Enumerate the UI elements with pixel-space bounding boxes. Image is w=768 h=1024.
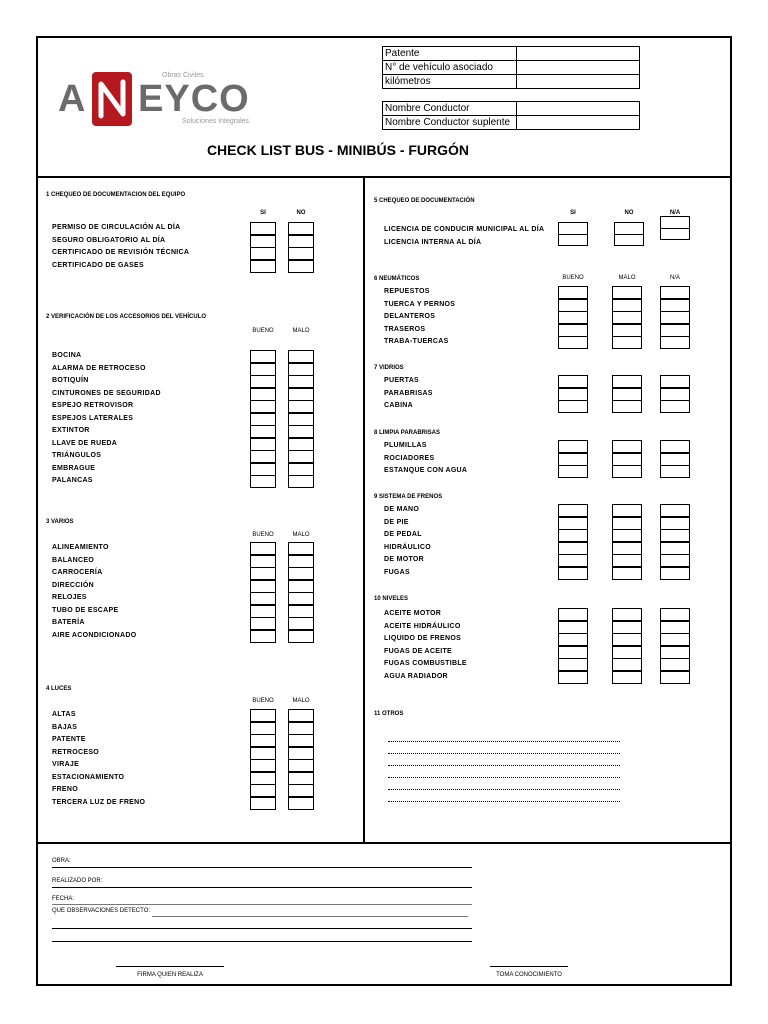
- checkbox[interactable]: [288, 400, 314, 413]
- checklist-item-label: BOTIQUÍN: [52, 377, 89, 384]
- checkbox[interactable]: [660, 658, 690, 671]
- checklist-item-label: SEGURO OBLIGATORIO AL DÍA: [52, 236, 166, 244]
- checkbox[interactable]: [660, 646, 690, 659]
- checkbox[interactable]: [288, 567, 314, 580]
- checkbox[interactable]: [288, 617, 314, 630]
- checkbox[interactable]: [288, 772, 314, 785]
- checkbox[interactable]: [250, 784, 276, 797]
- obra-field[interactable]: [52, 867, 472, 868]
- checkbox[interactable]: [250, 235, 276, 248]
- logo-n-mark-icon: [92, 72, 132, 126]
- checkbox[interactable]: [660, 336, 690, 349]
- checklist-item-label: PERMISO DE CIRCULACIÓN AL DÍA: [52, 224, 181, 231]
- checkbox[interactable]: [558, 504, 588, 517]
- column-header-bueno: BUENO: [252, 328, 274, 334]
- plate-label: Patente: [383, 47, 517, 61]
- others-line[interactable]: [388, 765, 620, 766]
- checklist-item-label: TRASEROS: [384, 325, 426, 333]
- checkbox[interactable]: [250, 425, 276, 438]
- column-header-bueno: BUENO: [252, 698, 274, 704]
- vehicle-number-label: N° de vehículo asociado: [383, 61, 517, 75]
- checklist-item-label: ACEITE HIDRÁULICO: [384, 622, 461, 630]
- checklist-item-label: TRIÁNGULOS: [52, 452, 102, 459]
- checkbox[interactable]: [250, 400, 276, 413]
- checkbox[interactable]: [250, 734, 276, 747]
- checkbox[interactable]: [250, 247, 276, 260]
- checkbox[interactable]: [660, 504, 690, 517]
- checklist-item-label: DE PIE: [384, 518, 409, 526]
- checkbox[interactable]: [250, 463, 276, 476]
- section-4-title: 4 LUCES: [46, 686, 72, 692]
- checklist-item-label: PARABRISAS: [384, 389, 433, 397]
- checkbox[interactable]: [558, 542, 588, 555]
- checklist-item-label: HIDRÁULICO: [384, 543, 431, 551]
- checkbox[interactable]: [660, 286, 690, 299]
- others-line[interactable]: [388, 801, 620, 802]
- checklist-item-label: BAJAS: [52, 723, 78, 731]
- checkbox[interactable]: [612, 646, 642, 659]
- checkbox[interactable]: [612, 440, 642, 453]
- column-header-si: SI: [570, 210, 576, 216]
- fecha-field[interactable]: [52, 904, 472, 905]
- checkbox[interactable]: [250, 747, 276, 760]
- checkbox[interactable]: [288, 388, 314, 401]
- checkbox[interactable]: [558, 621, 588, 634]
- checklist-item-label: LICENCIA INTERNA AL DÍA: [384, 238, 482, 246]
- checkbox[interactable]: [660, 388, 690, 401]
- checkbox[interactable]: [660, 567, 690, 580]
- checkbox[interactable]: [288, 363, 314, 376]
- checklist-item-label: RELOJES: [52, 594, 87, 601]
- checkbox[interactable]: [660, 542, 690, 555]
- checklist-item-label: AIRE ACONDICIONADO: [52, 631, 137, 639]
- checklist-item-label: DE MOTOR: [384, 556, 424, 563]
- checklist-item-label: ROCIADORES: [384, 454, 435, 462]
- form-header: [38, 38, 730, 178]
- checkbox[interactable]: [250, 617, 276, 630]
- checklist-item-label: CERTIFICADO DE REVISIÓN TÉCNICA: [52, 249, 190, 256]
- plate-field[interactable]: [517, 47, 640, 61]
- checkbox[interactable]: [612, 388, 642, 401]
- checklist-item-label: BOCINA: [52, 352, 82, 359]
- observaciones-line[interactable]: [52, 941, 472, 942]
- others-line[interactable]: [388, 789, 620, 790]
- column-header-malo: MALO: [292, 328, 310, 334]
- section-2-title: 2 VERIFICACIÓN DE LOS ACCESORIOS DEL VEHÍCULO: [46, 314, 207, 320]
- checklist-item-label: ALARMA DE RETROCESO: [52, 364, 146, 372]
- checkbox[interactable]: [660, 440, 690, 453]
- checklist-item-label: LICENCIA DE CONDUCIR MUNICIPAL AL DÍA: [384, 226, 545, 233]
- column-header-no: NO: [624, 210, 634, 216]
- checkbox[interactable]: [558, 658, 588, 671]
- checklist-item-label: CARROCERÍA: [52, 569, 103, 576]
- checklist-item-label: DE MANO: [384, 506, 420, 513]
- checkbox[interactable]: [288, 438, 314, 451]
- checklist-item-label: BATERÍA: [52, 619, 85, 626]
- checkbox[interactable]: [288, 235, 314, 248]
- checkbox[interactable]: [612, 375, 642, 388]
- checkbox[interactable]: [558, 608, 588, 621]
- signature-label: FIRMA QUIEN REALIZA: [137, 972, 203, 978]
- checkbox[interactable]: [288, 759, 314, 772]
- checklist-item-label: VIRAJE: [52, 761, 80, 768]
- checklist-item-label: FUGAS COMBUSTIBLE: [384, 660, 467, 667]
- driver-label: Nombre Conductor: [383, 102, 517, 116]
- checkbox[interactable]: [250, 567, 276, 580]
- checkbox[interactable]: [288, 709, 314, 722]
- checkbox[interactable]: [288, 580, 314, 593]
- checkbox[interactable]: [250, 450, 276, 463]
- checkbox[interactable]: [612, 299, 642, 312]
- column-header-na: N/A: [669, 210, 681, 216]
- realizado-label: REALIZADO POR:: [52, 878, 103, 884]
- checkbox[interactable]: [612, 465, 642, 478]
- fecha-label: FECHA:: [52, 896, 75, 902]
- column-divider: [363, 178, 365, 842]
- checkbox[interactable]: [288, 747, 314, 760]
- checkbox[interactable]: [612, 286, 642, 299]
- column-header-malo: MALO: [618, 275, 636, 281]
- checkbox[interactable]: [288, 592, 314, 605]
- checklist-item-label: PLUMILLAS: [384, 442, 427, 449]
- checklist-item-label: ESTACIONAMIENTO: [52, 773, 125, 781]
- checkbox[interactable]: [250, 260, 276, 273]
- checkbox[interactable]: [288, 722, 314, 735]
- checklist-item-label: ALINEAMIENTO: [52, 544, 109, 551]
- section-1-title: 1 CHEQUEO DE DOCUMENTACION DEL EQUIPO: [46, 192, 186, 198]
- checkbox[interactable]: [288, 475, 314, 488]
- checklist-item-label: DELANTEROS: [384, 313, 436, 320]
- checkbox[interactable]: [558, 324, 588, 337]
- checkbox[interactable]: [288, 797, 314, 810]
- checklist-item-label: TERCERA LUZ DE FRENO: [52, 798, 146, 806]
- checkbox[interactable]: [288, 734, 314, 747]
- checkbox[interactable]: [288, 375, 314, 388]
- checkbox[interactable]: [612, 311, 642, 324]
- checkbox[interactable]: [250, 475, 276, 488]
- driver-info-table: [382, 101, 640, 130]
- column-header-malo: MALO: [292, 698, 310, 704]
- checkbox[interactable]: [660, 554, 690, 567]
- checkbox[interactable]: [612, 400, 642, 413]
- checkbox[interactable]: [250, 630, 276, 643]
- checkbox[interactable]: [250, 605, 276, 618]
- logo-tagline-bottom: Soluciones Integrales: [182, 118, 249, 125]
- checkbox[interactable]: [612, 621, 642, 634]
- checklist-item-label: ALTAS: [52, 711, 76, 718]
- checkbox[interactable]: [250, 438, 276, 451]
- checkbox[interactable]: [612, 608, 642, 621]
- company-logo: [58, 68, 258, 138]
- checkbox[interactable]: [288, 450, 314, 463]
- signature-line[interactable]: [116, 966, 224, 967]
- column-header-malo: MALO: [292, 532, 310, 538]
- others-line[interactable]: [388, 741, 620, 742]
- checkbox[interactable]: [660, 529, 690, 542]
- observaciones-field[interactable]: [152, 916, 468, 917]
- checkbox[interactable]: [660, 311, 690, 324]
- logo-letter-a: A: [58, 78, 87, 120]
- section-9-title: 9 SISTEMA DE FRENOS: [374, 494, 443, 500]
- checkbox[interactable]: [660, 453, 690, 466]
- checklist-item-label: EMBRAGUE: [52, 464, 96, 472]
- checkbox-divider: [660, 228, 690, 229]
- checkbox[interactable]: [558, 465, 588, 478]
- checkbox[interactable]: [612, 324, 642, 337]
- column-header-no: NO: [296, 210, 306, 216]
- vehicle-number-field[interactable]: [517, 61, 640, 75]
- others-line[interactable]: [388, 777, 620, 778]
- logo-letters-eyco: EYCO: [138, 78, 250, 120]
- checklist-item-label: FRENO: [52, 786, 78, 793]
- driver-field[interactable]: [517, 102, 640, 116]
- checkbox[interactable]: [660, 375, 690, 388]
- checkbox[interactable]: [250, 388, 276, 401]
- checklist-item-label: LIQUIDO DE FRENOS: [384, 635, 462, 642]
- checklist-item-label: DIRECCIÓN: [52, 581, 94, 589]
- checkbox[interactable]: [250, 413, 276, 426]
- checkbox[interactable]: [250, 580, 276, 593]
- footer-divider: [38, 842, 730, 844]
- checklist-item-label: EXTINTOR: [52, 427, 90, 434]
- checklist-item-label: PATENTE: [52, 736, 86, 743]
- checklist-item-label: PALANCAS: [52, 477, 93, 484]
- checkbox[interactable]: [558, 671, 588, 684]
- checklist-item-label: TUBO DE ESCAPE: [52, 606, 119, 614]
- checkbox[interactable]: [288, 222, 314, 235]
- checkbox[interactable]: [250, 350, 276, 363]
- checkbox[interactable]: [558, 299, 588, 312]
- checkbox[interactable]: [558, 633, 588, 646]
- checkbox[interactable]: [612, 658, 642, 671]
- checklist-item-label: FUGAS: [384, 568, 410, 576]
- checkbox[interactable]: [660, 299, 690, 312]
- column-header-si: SI: [260, 210, 266, 216]
- section-3-title: 3 VARIOS: [46, 519, 74, 525]
- checkbox[interactable]: [612, 567, 642, 580]
- checkbox[interactable]: [250, 797, 276, 810]
- checkbox[interactable]: [250, 363, 276, 376]
- checkbox[interactable]: [288, 605, 314, 618]
- checkbox[interactable]: [250, 759, 276, 772]
- obra-label: OBRA:: [52, 858, 71, 864]
- checkbox[interactable]: [288, 463, 314, 476]
- checkbox[interactable]: [288, 350, 314, 363]
- section-6-title: 6 NEUMÁTICOS: [374, 276, 420, 282]
- checklist-item-label: CINTURONES DE SEGURIDAD: [52, 389, 161, 397]
- column-header-bueno: BUENO: [252, 532, 274, 538]
- checkbox[interactable]: [288, 413, 314, 426]
- checkbox[interactable]: [250, 375, 276, 388]
- checkbox[interactable]: [288, 425, 314, 438]
- logo-tagline-top: Obras Civiles: [162, 72, 204, 79]
- checkbox[interactable]: [250, 722, 276, 735]
- km-label: kilómetros: [383, 75, 517, 89]
- checkbox[interactable]: [612, 671, 642, 684]
- checkbox[interactable]: [288, 542, 314, 555]
- checkbox[interactable]: [558, 336, 588, 349]
- observaciones-label: QUE OBSERVACIONES DETECTO:: [52, 908, 151, 914]
- checkbox[interactable]: [558, 517, 588, 530]
- checkbox[interactable]: [288, 555, 314, 568]
- checklist-item-label: ACEITE MOTOR: [384, 610, 442, 617]
- checkbox[interactable]: [558, 388, 588, 401]
- checklist-item-label: REPUESTOS: [384, 288, 430, 295]
- checkbox[interactable]: [288, 247, 314, 260]
- checkbox[interactable]: [660, 400, 690, 413]
- checkbox[interactable]: [660, 324, 690, 337]
- checkbox[interactable]: [612, 453, 642, 466]
- checkbox[interactable]: [288, 784, 314, 797]
- checklist-item-label: ESPEJOS LATERALES: [52, 414, 134, 422]
- section-5-title: 5 CHEQUEO DE DOCUMENTACIÓN: [374, 198, 475, 204]
- checklist-item-label: PUERTAS: [384, 377, 420, 384]
- section-11-title: 11 OTROS: [374, 711, 404, 717]
- observaciones-line[interactable]: [52, 928, 472, 929]
- checkbox[interactable]: [558, 453, 588, 466]
- checkbox-divider: [614, 234, 644, 235]
- checkbox[interactable]: [660, 621, 690, 634]
- checklist-item-label: BALANCEO: [52, 556, 95, 564]
- checkbox[interactable]: [250, 555, 276, 568]
- checklist-item-label: LLAVE DE RUEDA: [52, 439, 118, 447]
- checkbox[interactable]: [612, 542, 642, 555]
- substitute-driver-field[interactable]: [517, 116, 640, 130]
- checkbox[interactable]: [612, 529, 642, 542]
- checklist-item-label: CABINA: [384, 402, 414, 409]
- checklist-item-label: FUGAS DE ACEITE: [384, 647, 453, 655]
- checklist-form: [36, 36, 732, 986]
- checkbox[interactable]: [660, 608, 690, 621]
- checklist-item-label: TUERCA Y PERNOS: [384, 300, 456, 308]
- checkbox-divider: [558, 234, 588, 235]
- checkbox[interactable]: [288, 260, 314, 273]
- checklist-item-label: TRABA-TUERCAS: [384, 338, 449, 345]
- checkbox[interactable]: [660, 517, 690, 530]
- km-field[interactable]: [517, 75, 640, 89]
- checklist-item-label: DE PEDAL: [384, 531, 422, 538]
- checklist-item-label: CERTIFICADO DE GASES: [52, 261, 144, 269]
- checkbox[interactable]: [612, 336, 642, 349]
- realizado-field[interactable]: [52, 887, 472, 888]
- checklist-item-label: ESTANQUE CON AGUA: [384, 467, 468, 474]
- column-header-na: N/A: [669, 275, 680, 281]
- acknowledgment-label: TOMA CONOCIMIENTO: [496, 972, 562, 978]
- checkbox[interactable]: [660, 633, 690, 646]
- vehicle-info-table: [382, 46, 640, 89]
- checkbox[interactable]: [250, 772, 276, 785]
- checklist-item-label: RETROCESO: [52, 748, 100, 756]
- checkbox[interactable]: [558, 646, 588, 659]
- checkbox[interactable]: [250, 592, 276, 605]
- checkbox[interactable]: [558, 554, 588, 567]
- checkbox[interactable]: [558, 567, 588, 580]
- checkbox[interactable]: [250, 542, 276, 555]
- acknowledgment-line[interactable]: [490, 966, 568, 967]
- checkbox[interactable]: [558, 400, 588, 413]
- column-header-bueno: BUENO: [562, 275, 584, 281]
- checkbox[interactable]: [558, 286, 588, 299]
- checkbox[interactable]: [612, 633, 642, 646]
- checkbox[interactable]: [612, 504, 642, 517]
- checkbox[interactable]: [660, 465, 690, 478]
- checkbox[interactable]: [660, 671, 690, 684]
- checkbox[interactable]: [288, 630, 314, 643]
- form-title: CHECK LIST BUS - MINIBÚS - FURGÓN: [206, 142, 470, 158]
- substitute-driver-label: Nombre Conductor suplente: [383, 116, 517, 130]
- checkbox[interactable]: [558, 311, 588, 324]
- checkbox[interactable]: [558, 440, 588, 453]
- checkbox[interactable]: [558, 529, 588, 542]
- checkbox[interactable]: [558, 375, 588, 388]
- checklist-item-label: ESPEJO RETROVISOR: [52, 402, 134, 409]
- checkbox[interactable]: [250, 709, 276, 722]
- others-line[interactable]: [388, 753, 620, 754]
- checkbox[interactable]: [612, 554, 642, 567]
- section-8-title: 8 LIMPIA PARABRISAS: [374, 430, 441, 436]
- checkbox[interactable]: [612, 517, 642, 530]
- section-7-title: 7 VIDRIOS: [374, 365, 404, 371]
- checkbox[interactable]: [250, 222, 276, 235]
- checklist-item-label: AGUA RADIADOR: [384, 672, 448, 680]
- section-10-title: 10 NIVELES: [374, 596, 409, 602]
